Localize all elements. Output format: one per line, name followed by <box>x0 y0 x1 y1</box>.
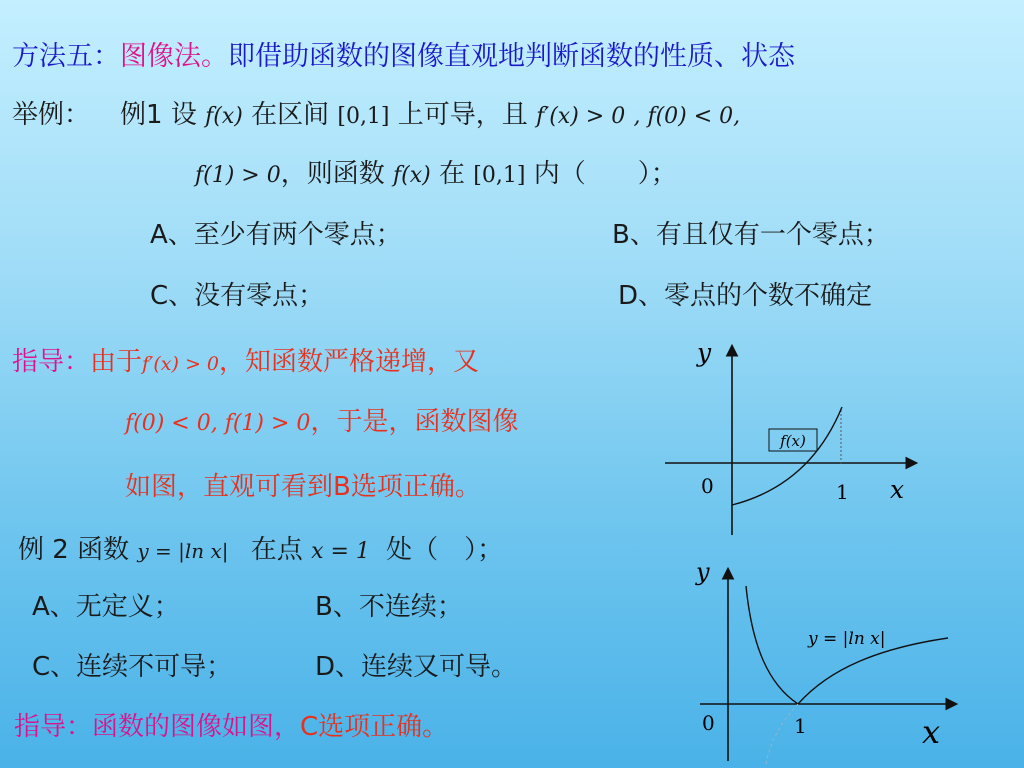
example2-label: 例 2 函数 <box>18 535 130 565</box>
graph1-origin: 0 <box>701 474 714 498</box>
graph1-curve <box>732 407 842 505</box>
example-prefix: 举例： <box>12 100 91 130</box>
guide1-math2: f(0) < 0, f(1) > 0 <box>125 411 311 436</box>
guide2-line <box>14 710 448 744</box>
graph2-curve-left <box>746 586 798 704</box>
example2-point: x = 1 <box>311 539 370 564</box>
example1-fx2: f(x) <box>393 163 431 188</box>
graph2-origin: 0 <box>702 711 715 735</box>
example1-fx: f(x) <box>205 104 243 129</box>
example1-cond2: , f(0) < 0, <box>633 104 741 129</box>
guide1-line2 <box>125 405 518 441</box>
graph1-y-label: y <box>697 338 712 367</box>
graph1-x-label: x <box>890 475 905 504</box>
example1-cond3: f(1) > 0 <box>195 163 281 188</box>
example2-option-c: C、连续不可导； <box>32 652 233 682</box>
example1-line1 <box>12 98 740 134</box>
example1-text5: 内（ ）； <box>533 159 677 189</box>
example1-interval2: [0,1] <box>473 163 526 188</box>
example1-option-d: D、零点的个数不确定 <box>618 281 873 311</box>
example1-text1: 在区间 <box>251 100 330 130</box>
graph2-y-label: y <box>696 558 710 586</box>
example1-text2: 上可导，且 <box>397 100 528 130</box>
guide1-text3: ，于是，函数图像 <box>310 407 519 437</box>
graph1-curve-label: f(x) <box>780 432 806 450</box>
heading-method: 图像法 <box>120 41 201 72</box>
graph2 <box>690 556 965 766</box>
example1-interval: [0,1] <box>337 104 390 129</box>
example1-option-c: C、没有零点； <box>150 281 325 311</box>
example1-cond1: f′(x) > 0 <box>536 104 626 129</box>
example1-text4: 在 <box>439 159 466 189</box>
heading-desc: 即借助函数的图像直观地判断函数的性质、状态 <box>228 41 795 72</box>
graph1-tick: 1 <box>836 480 849 504</box>
example2-func: y = |ln x| <box>137 539 229 563</box>
example2-option-a: A、无定义； <box>32 592 180 622</box>
graph2-tick: 1 <box>794 714 807 738</box>
heading-line <box>12 40 795 74</box>
example2-option-d: D、连续又可导。 <box>315 652 518 682</box>
guide1-text2: ，知函数严格递增，又 <box>219 347 480 377</box>
guide2-text2: C选项正确。 <box>300 712 449 742</box>
example1-label: 例1 设 <box>120 100 197 130</box>
guide1-text1: 由于 <box>90 347 143 377</box>
example2-text1: 在点 <box>250 535 303 565</box>
example1-line2 <box>195 157 677 193</box>
graph2-curve-label: y = |ln x| <box>808 629 886 649</box>
heading-punct: 。 <box>201 41 228 72</box>
guide1-line1 <box>12 345 479 381</box>
guide1-line3: 如图，直观可看到B选项正确。 <box>125 472 481 502</box>
example2-text2: 处（ ）； <box>386 535 504 565</box>
example1-text3: ，则函数 <box>280 159 385 189</box>
graph2-x-label: x <box>922 713 941 751</box>
graph1 <box>660 335 922 540</box>
example2-line <box>18 533 503 569</box>
guide2-label: 指导： <box>14 712 93 742</box>
guide1-label: 指导： <box>12 347 91 377</box>
guide1-math1: f′(x) > 0 <box>142 353 220 375</box>
heading-label: 方法五： <box>12 41 120 72</box>
example1-option-a: A、至少有两个零点； <box>150 220 402 250</box>
example1-option-b: B、有且仅有一个零点； <box>612 220 890 250</box>
guide2-text1: 函数的图像如图， <box>92 712 301 742</box>
example2-option-b: B、不连续； <box>315 592 463 622</box>
